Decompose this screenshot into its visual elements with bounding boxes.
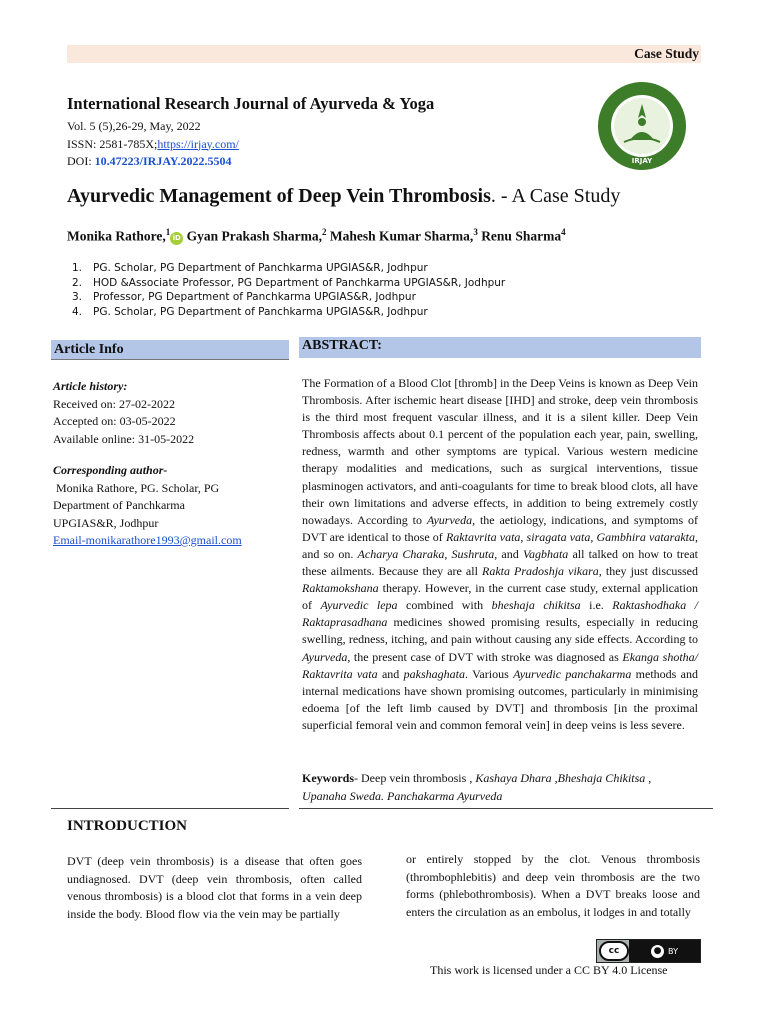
cc-icon: cc — [599, 941, 629, 961]
email-link[interactable]: Email-monikarathore1993@gmail.com — [53, 533, 242, 547]
affiliation-list — [72, 261, 505, 319]
issn-line: ISSN: 2581-785X;https://irjay.com/ — [67, 136, 239, 151]
introduction-heading: INTRODUCTION — [67, 818, 188, 834]
corresponding-author-line: UPGIAS&R, Jodhpur — [53, 515, 159, 530]
logo-text: IRJAY — [631, 157, 653, 165]
affiliation-item: 4. PG. Scholar, PG Department of Panchkarma UPGIAS&R, Jodhpur — [72, 305, 428, 318]
divider — [51, 808, 289, 809]
doi-line: DOI: 10.47223/IRJAY.2022.5504 — [67, 154, 232, 168]
abstract-heading: ABSTRACT: — [302, 338, 382, 353]
keywords-label: Keywords — [302, 771, 354, 785]
author-name: Gyan Prakash Sharma, — [183, 228, 323, 244]
attribution-icon: ● — [651, 945, 664, 958]
by-label: BY — [668, 946, 678, 956]
paper-title: Ayurvedic Management of Deep Vein Thrombosis. - A Case Study — [67, 185, 621, 207]
abstract-text: The Formation of a Blood Clot [thromb] in the Deep Veins is known as Deep Vein Thrombosis. After ischemic heart disease [IHD] and stroke, deep vein thrombosis is the third most frequent vascular illness, and it is a silent killer. Deep Vein Thrombosis affects about 0.1 percent of the population each year, pain, swelling, redness, warmth and other symptoms are typical. Various western medicine therapy modalities and medications, such as surgical interventions, tissue plasminogen activators, and anti-coagulants for time to break blood clots, all have their own limitations and adverse effects, in addition to being extremely costly nowadays. According to Ayurveda, the aetiology, indications, and symptoms of DVT are identical to those of Raktavrita vata, siragata vata, Gambhira vatarakta, and so on. Acharya Charaka, Sushruta, and Vagbhata all talked on how to treat these ailments. Because they are all Rakta Pradoshja vikara, they just discussed Raktamokshana therapy. However, in the current case study, external application of Ayurvedic lepa combined with bheshaja chikitsa i.e. Raktashodhaka / Raktaprasadhana medicines showed promising results, especially in reducing swelling, redness, itching, and pain without causing any side effects. According to Ayurveda, the present case of DVT with stroke was diagnosed as Ekanga shotha/ Raktavrita vata and pakshaghata. Various Ayurvedic panchakarma methods and internal medications have shown promising outcomes, particularly in minimising edoema [of the left limb caused by DVT] and thrombosis [in the proximal superficial femoral vein and common femoral vein] in deep veins is less severe. — [302, 376, 699, 732]
article-info-heading: Article Info — [54, 342, 124, 357]
author-list: Monika Rathore,$^1$iD Gyan Prakash Sharma,$^2$ Mahesh Kumar Sharma,$^3$ Renu Sharma$^4$ — [67, 227, 566, 244]
corresponding-author-line: Department of Panchkarma — [53, 498, 185, 512]
cc-license-badge[interactable] — [596, 939, 701, 963]
divider — [299, 808, 713, 809]
corresponding-author-line: Monika Rathore, PG. Scholar, PG — [53, 480, 220, 495]
affiliation-item: 2. HOD &Associate Professor, PG Department of Panchkarma UPGIAS&R, Jodhpur — [72, 276, 506, 289]
introduction-text-left: DVT (deep vein thrombosis) is a disease that often goes undiagnosed. DVT (deep vein thrombosis, often called venous thrombosis) is a blood clot that forms in a vein deep inside the body. Blood flow via the vein may be partially — [67, 854, 362, 921]
affiliation-item: 1. PG. Scholar, PG Department of Panchkarma UPGIAS&R, Jodhpur — [72, 262, 428, 274]
online-date: Available online: 31-05-2022 — [53, 431, 195, 446]
journal-meta — [67, 118, 239, 171]
received-date: Received on: 27-02-2022 — [53, 396, 175, 411]
author-name: Monika Rathore, — [67, 228, 166, 244]
keywords: Keywords- Deep vein thrombosis , Kashaya Dhara ,Bheshaja Chikitsa , Upanaha Sweda. Panchakarma Ayurveda — [302, 771, 652, 803]
journal-title: International Research Journal of Ayurveda & Yoga — [67, 94, 435, 113]
case-study-label: Case Study — [634, 46, 699, 61]
accepted-date: Accepted on: 03-05-2022 — [53, 414, 176, 428]
license-text: This work is licensed under a CC BY 4.0 License — [430, 963, 668, 977]
journal-logo-icon — [596, 80, 688, 172]
doi-link[interactable]: 10.47223/IRJAY.2022.5504 — [94, 154, 232, 168]
article-info-heading-bar — [51, 340, 289, 360]
case-study-band — [67, 45, 701, 63]
orcid-icon[interactable]: iD — [170, 232, 183, 245]
journal-url-link[interactable]: https://irjay.com/ — [157, 136, 239, 151]
affiliation-item: 3. Professor, PG Department of Panchkarma UPGIAS&R, Jodhpur — [72, 291, 416, 304]
article-info — [53, 378, 293, 550]
introduction-text-right: or entirely stopped by the clot. Venous thrombosis (thrombophlebitis) and deep vein thrombosis are the two forms (phlebothrombosis). When a DVT breaks loose and enters the circulation as an embolus, it lodges in and totally — [406, 852, 700, 919]
author-name: Renu Sharma — [477, 228, 562, 244]
volume-line: Vol. 5 (5),26-29, May, 2022 — [67, 119, 201, 133]
corresponding-author-label: Corresponding author- — [53, 463, 168, 477]
abstract-heading-bar — [299, 337, 701, 358]
history-label: Article history: — [53, 379, 128, 393]
author-name: Mahesh Kumar Sharma, — [326, 228, 474, 244]
